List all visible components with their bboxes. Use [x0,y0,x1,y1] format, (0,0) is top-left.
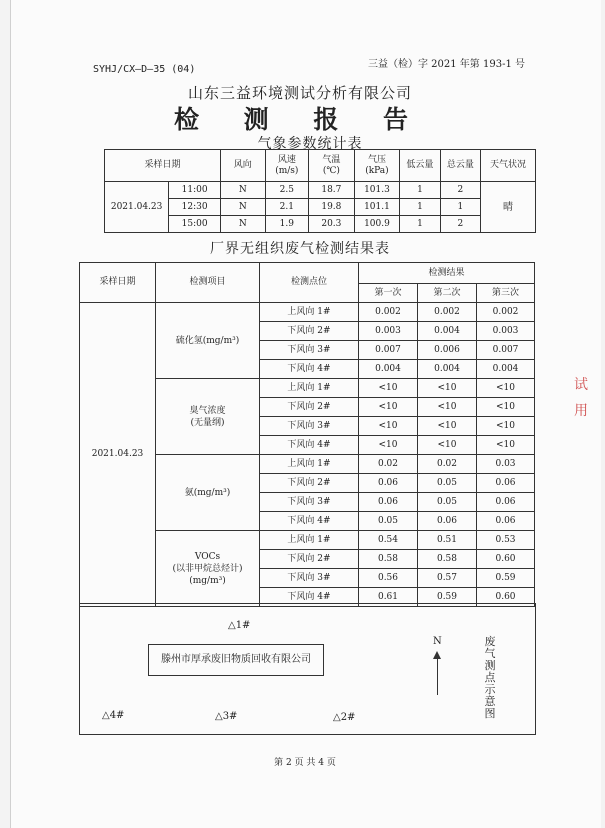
results-value-second: 0.004 [418,360,477,379]
weather-header-temp: 气温 (℃) [309,150,355,182]
weather-header-date: 采样日期 [105,150,221,182]
results-point: 上风向 1# [260,455,359,474]
results-value-second: 0.05 [418,474,477,493]
point-4-marker: △4# [102,710,125,721]
results-item: VOCs (以非甲烷总烃计) (mg/m³) [156,531,260,607]
results-value-first: 0.002 [359,303,418,322]
weather-temp: 19.8 [309,199,355,216]
results-header-date: 采样日期 [80,263,156,303]
results-row [80,303,535,322]
results-value-third: 0.002 [477,303,535,322]
results-header-result: 检测结果 [359,263,535,284]
results-value-first: 0.003 [359,322,418,341]
weather-time: 12:30 [169,199,221,216]
point-3-marker: △3# [215,711,238,722]
weather-low-cloud: 1 [400,182,440,199]
results-date: 2021.04.23 [80,303,156,607]
weather-header-total-cloud: 总云量 [440,150,480,182]
results-point: 下风向 2# [260,474,359,493]
weather-wind-dir: N [221,199,266,216]
results-item: 臭气浓度 (无量纲) [156,379,260,455]
results-point: 上风向 1# [260,379,359,398]
results-value-first: 0.007 [359,341,418,360]
diagram-title: 废气测点示意图 [484,635,496,720]
results-point: 下风向 2# [260,398,359,417]
results-value-third: <10 [477,398,535,417]
weather-wind-speed: 2.1 [265,199,309,216]
seal-stamp: 试 用 [574,377,588,419]
weather-header-low-cloud: 低云量 [400,150,440,182]
results-value-second: 0.05 [418,493,477,512]
results-value-third: 0.06 [477,512,535,531]
weather-pressure: 101.1 [354,199,400,216]
results-point: 下风向 2# [260,550,359,569]
results-value-first: 0.06 [359,493,418,512]
weather-pressure: 100.9 [354,216,400,233]
results-value-second: <10 [418,379,477,398]
results-value-third: 0.004 [477,360,535,379]
results-header-third: 第三次 [477,284,535,303]
results-value-third: <10 [477,436,535,455]
weather-table-title: 气象参数统计表 [257,136,363,152]
results-value-second: <10 [418,398,477,417]
company-name: 山东三益环境测试分析有限公司 [187,84,412,102]
results-value-second: <10 [418,436,477,455]
results-header-first: 第一次 [359,284,418,303]
weather-header-condition: 天气状况 [481,150,536,182]
results-value-second: 0.06 [418,512,477,531]
results-value-first: 0.06 [359,474,418,493]
sampling-point-diagram [79,603,536,735]
results-value-first: 0.61 [359,588,418,607]
results-header-second: 第二次 [418,284,477,303]
results-value-third: 0.60 [477,588,535,607]
results-point: 下风向 2# [260,322,359,341]
weather-time: 15:00 [169,216,221,233]
factory-box: 滕州市厚承废旧物质回收有限公司 [148,644,324,676]
results-item: 氨(mg/m³) [156,455,260,531]
point-1-marker: △1# [228,620,251,631]
results-value-third: 0.03 [477,455,535,474]
weather-wind-dir: N [221,216,266,233]
results-value-third: <10 [477,417,535,436]
results-value-third: 0.003 [477,322,535,341]
weather-low-cloud: 1 [400,199,440,216]
weather-total-cloud: 2 [440,182,480,199]
results-value-third: 0.60 [477,550,535,569]
weather-table [104,149,536,233]
results-value-third: 0.53 [477,531,535,550]
weather-header-wind-speed: 风速 (m/s) [265,150,309,182]
results-value-first: 0.02 [359,455,418,474]
weather-condition: 晴 [481,182,536,233]
results-value-third: 0.06 [477,493,535,512]
results-item: 硫化氢(mg/m³) [156,303,260,379]
results-value-second: 0.51 [418,531,477,550]
weather-wind-speed: 1.9 [265,216,309,233]
results-point: 下风向 4# [260,512,359,531]
results-value-third: 0.06 [477,474,535,493]
results-point: 下风向 4# [260,360,359,379]
weather-wind-speed: 2.5 [265,182,309,199]
weather-header-wind-dir: 风向 [221,150,266,182]
results-value-second: 0.57 [418,569,477,588]
results-value-third: 0.59 [477,569,535,588]
results-value-first: 0.56 [359,569,418,588]
page-footer: 第 2 页 共 4 页 [274,758,336,768]
results-value-third: 0.007 [477,341,535,360]
results-value-second: 0.004 [418,322,477,341]
results-value-first: 0.004 [359,360,418,379]
results-point: 下风向 4# [260,436,359,455]
results-header-point: 检测点位 [260,263,359,303]
report-title: 检 测 报 告 [173,105,427,134]
results-value-second: 0.02 [418,455,477,474]
results-point: 下风向 3# [260,569,359,588]
results-value-second: 0.59 [418,588,477,607]
results-value-first: 0.05 [359,512,418,531]
results-table-title: 厂界无组织废气检测结果表 [210,241,390,257]
weather-wind-dir: N [221,182,266,199]
weather-total-cloud: 2 [440,216,480,233]
results-body [80,303,535,607]
results-value-second: <10 [418,417,477,436]
results-header-item: 检测项目 [156,263,260,303]
weather-pressure: 101.3 [354,182,400,199]
weather-total-cloud: 1 [440,199,480,216]
point-2-marker: △2# [333,712,356,723]
results-value-third: <10 [477,379,535,398]
results-value-second: 0.006 [418,341,477,360]
results-value-first: 0.58 [359,550,418,569]
weather-temp: 20.3 [309,216,355,233]
results-value-first: <10 [359,436,418,455]
results-point: 下风向 4# [260,588,359,607]
weather-temp: 18.7 [309,182,355,199]
results-value-second: 0.58 [418,550,477,569]
results-value-first: <10 [359,379,418,398]
weather-low-cloud: 1 [400,216,440,233]
results-value-first: <10 [359,417,418,436]
results-point: 上风向 1# [260,303,359,322]
results-value-first: 0.54 [359,531,418,550]
north-label: N [433,636,442,647]
document-number: SYHJ/CX—D—35 (04) [93,64,196,75]
certificate-number: 三益（检）字 2021 年第 193-1 号 [368,59,525,70]
results-value-second: 0.002 [418,303,477,322]
north-arrow-shaft [437,657,438,695]
weather-time: 11:00 [169,182,221,199]
results-table [79,262,535,607]
results-value-first: <10 [359,398,418,417]
results-point: 上风向 1# [260,531,359,550]
results-point: 下风向 3# [260,417,359,436]
weather-date: 2021.04.23 [105,182,169,233]
results-point: 下风向 3# [260,493,359,512]
results-point: 下风向 3# [260,341,359,360]
weather-header-pressure: 气压 (kPa) [354,150,400,182]
